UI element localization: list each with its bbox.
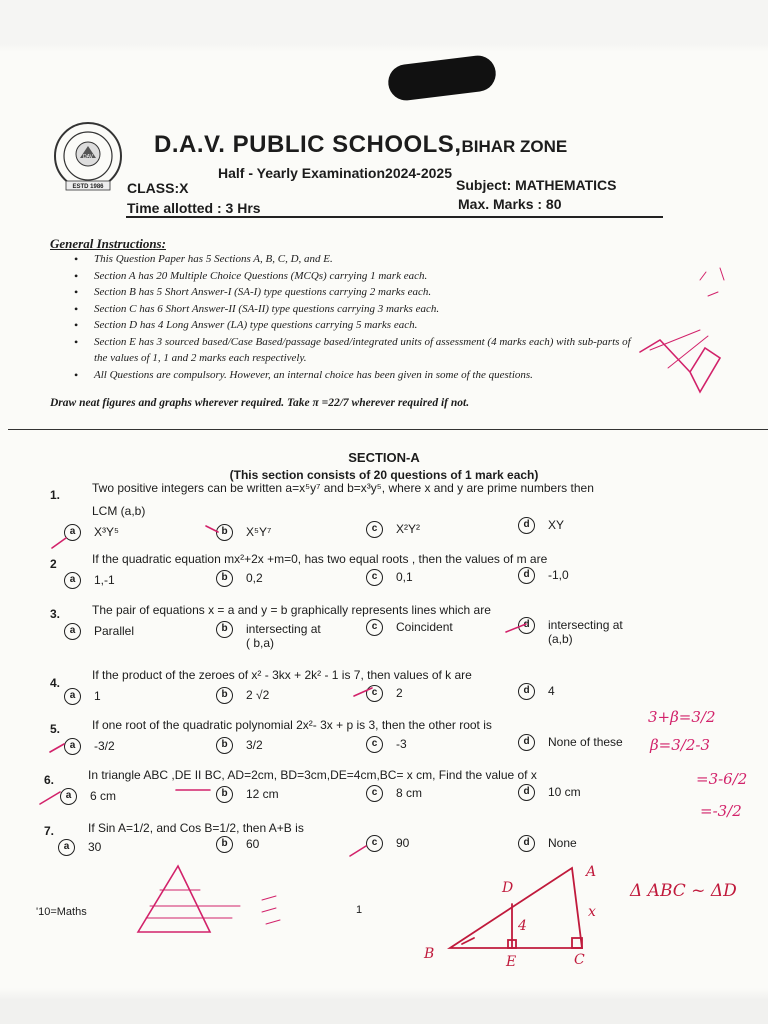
question-number: 3. (50, 607, 61, 621)
option-c-circle: c (366, 685, 383, 702)
figure-label: C (574, 952, 585, 968)
option-b-circle: b (216, 786, 233, 803)
option-text: 60 (246, 837, 260, 851)
handwritten-note: Δ ABC ~ ΔD (630, 881, 737, 901)
option-a-circle: a (64, 623, 81, 640)
instruction-item: • Section D has 4 Long Answer (LA) type questions carrying 5 marks each. (74, 317, 634, 334)
exam-title: Half - Yearly Examination2024-2025 (218, 165, 452, 181)
handwritten-note: 3+β=3/2 (648, 708, 716, 726)
option-b-circle: b (216, 836, 233, 853)
option-text: X³Y⁵ (94, 525, 119, 539)
handwritten-note: β=3/2-3 (650, 736, 710, 754)
tick-mark (506, 624, 526, 632)
option-text: 10 cm (548, 785, 581, 799)
option-c-circle: c (366, 521, 383, 538)
svg-text:DAV: DAV (83, 154, 93, 160)
figure-label: E (506, 954, 517, 970)
option-d-circle: d (518, 567, 535, 584)
question-text: If Sin A=1/2, and Cos B=1/2, then A+B is (88, 821, 304, 835)
tick-mark (50, 744, 64, 752)
option-a-circle: a (64, 524, 81, 541)
section-title: SECTION-A (348, 450, 420, 465)
option-text: 30 (88, 840, 102, 854)
handwritten-working (648, 708, 747, 820)
option-subline: (a,b) (548, 632, 573, 646)
option-text: -1,0 (548, 568, 569, 582)
figure-label: B (424, 946, 435, 962)
option-text: -3 (396, 737, 407, 751)
question-number: 1. (50, 488, 61, 502)
option-d-circle: d (518, 784, 535, 801)
tick-mark (206, 526, 218, 532)
question-number: 4. (50, 676, 61, 690)
triangle-sketch (138, 866, 210, 932)
question-text: Two positive integers can be written a=x⁵y⁷ and b=x³y⁵, where x and y are prime numbers then (92, 481, 594, 495)
figure-label: 4 (518, 918, 527, 934)
figure-label: A (586, 864, 597, 880)
option-text: 2 (396, 686, 403, 700)
tick-mark (52, 538, 66, 548)
handwritten-note: =3-6/2 (696, 770, 748, 788)
question-text: The pair of equations x = a and y = b graphically represents lines which are (92, 603, 491, 617)
instruction-item: • Section C has 6 Short Answer-II (SA-II) type questions carrying 3 marks each. (74, 301, 634, 318)
option-text: 3/2 (246, 738, 263, 752)
max-marks-label: Max. Marks : 80 (458, 196, 562, 212)
option-a-circle: a (58, 839, 75, 856)
subject-label: Subject: MATHEMATICS (456, 177, 617, 193)
tick-mark (350, 846, 366, 856)
option-c-circle: c (366, 785, 383, 802)
option-b-circle: b (216, 524, 233, 541)
fraction-scribble (262, 896, 280, 924)
option-text: 0,2 (246, 571, 263, 585)
option-text: 1,-1 (94, 573, 115, 587)
question-number: 7. (44, 824, 55, 838)
figure-label: x (588, 904, 596, 920)
option-text: 1 (94, 689, 101, 703)
option-text: X⁵Y⁷ (246, 525, 272, 539)
option-a-circle: a (64, 572, 81, 589)
option-text: None of these (548, 735, 623, 749)
question-text: If the product of the zeroes of x² - 3kx + 2k² - 1 is 7, then values of k are (92, 668, 472, 682)
figure-label: D (502, 880, 514, 896)
option-text: Parallel (94, 624, 135, 638)
question-number: 5. (50, 722, 61, 736)
instruction-item: • Section A has 20 Multiple Choice Questions (MCQs) carrying 1 mark each. (74, 268, 634, 285)
option-line: intersecting at (246, 622, 321, 636)
svg-text:ESTD 1986: ESTD 1986 (72, 184, 104, 190)
option-d-circle: d (518, 683, 535, 700)
option-c-circle: c (366, 619, 383, 636)
option-b-circle: b (216, 687, 233, 704)
instruction-item: • All Questions are compulsory. However, an internal choice has been given in some of the questions. (74, 367, 634, 384)
option-c-circle: c (366, 569, 383, 586)
tick-mark (40, 792, 60, 804)
option-subline: ( b,a) (246, 636, 275, 650)
instruction-item: • Section E has 3 sourced based/Case Based/passage based/integrated units of assessment (4 marks each) with sub-parts of the values of 1, 1 and 2 marks each respectively. (74, 334, 634, 367)
zone-name: BIHAR ZONE (461, 137, 568, 156)
option-b-circle: b (216, 570, 233, 587)
question-text: If the quadratic equation mx²+2x +m=0, has two equal roots , then the values of m are (92, 552, 548, 566)
option-d-circle: d (518, 617, 535, 634)
instruction-item: • This Question Paper has 5 Sections A, B, C, D, and E. (74, 251, 634, 268)
option-text: 6 cm (90, 789, 117, 803)
option-d-circle: d (518, 734, 535, 751)
school-name-main: D.A.V. PUBLIC SCHOOLS, (154, 131, 462, 158)
option-a-circle: a (64, 688, 81, 705)
page-number: 1 (356, 904, 363, 916)
similar-triangles-figure (450, 868, 582, 948)
option-d-circle: d (518, 835, 535, 852)
question-number: 6. (44, 773, 55, 787)
handwritten-similarity (629, 881, 737, 901)
tick-mark (354, 688, 372, 696)
option-a-circle: a (64, 738, 81, 755)
option-text: XY (548, 518, 565, 532)
option-text: 8 cm (396, 786, 423, 800)
question-text: In triangle ABC ,DE II BC, AD=2cm, BD=3cm,DE=4cm,BC= x cm, Find the value of x (88, 768, 537, 782)
option-text: 12 cm (246, 787, 279, 801)
class-label: CLASS:X (127, 180, 189, 196)
margin-sketch (640, 340, 720, 392)
option-text: 0,1 (396, 570, 413, 584)
question-number: 2 (50, 557, 57, 571)
option-text: X²Y² (396, 522, 420, 536)
option-text: None (548, 836, 577, 850)
option-d-circle: d (518, 517, 535, 534)
section-subtitle: (This section consists of 20 questions of 1 mark each) (229, 468, 539, 482)
draw-note: Draw neat figures and graphs wherever required. Take π =22/7 wherever required if not. (50, 397, 470, 409)
option-a-circle: a (60, 788, 77, 805)
option-b-circle: b (216, 737, 233, 754)
option-text: 2 √2 (246, 688, 270, 702)
question-text: If one root of the quadratic polynomial 2x²- 3x + p is 3, then the other root is (92, 718, 492, 732)
margin-sketch-hatch (650, 330, 708, 368)
handwritten-note: =-3/2 (700, 802, 742, 820)
paper-code: '10=Maths (36, 906, 87, 918)
option-text: -3/2 (94, 739, 115, 753)
option-line: intersecting at (548, 618, 623, 632)
question-text-continued: LCM (a,b) (92, 504, 146, 518)
option-text: Coincident (396, 620, 453, 634)
figure-labels (423, 864, 596, 970)
margin-scribble (700, 268, 724, 296)
option-c-circle: c (366, 835, 383, 852)
time-label: Time allotted : 3 Hrs (127, 200, 261, 216)
option-text: 90 (396, 836, 410, 850)
instruction-item: • Section B has 5 Short Answer-I (SA-I) type questions carrying 2 marks each. (74, 284, 634, 301)
instructions-title: General Instructions: (50, 236, 166, 251)
option-c-circle: c (366, 736, 383, 753)
option-b-circle: b (216, 621, 233, 638)
option-text: 4 (548, 684, 555, 698)
